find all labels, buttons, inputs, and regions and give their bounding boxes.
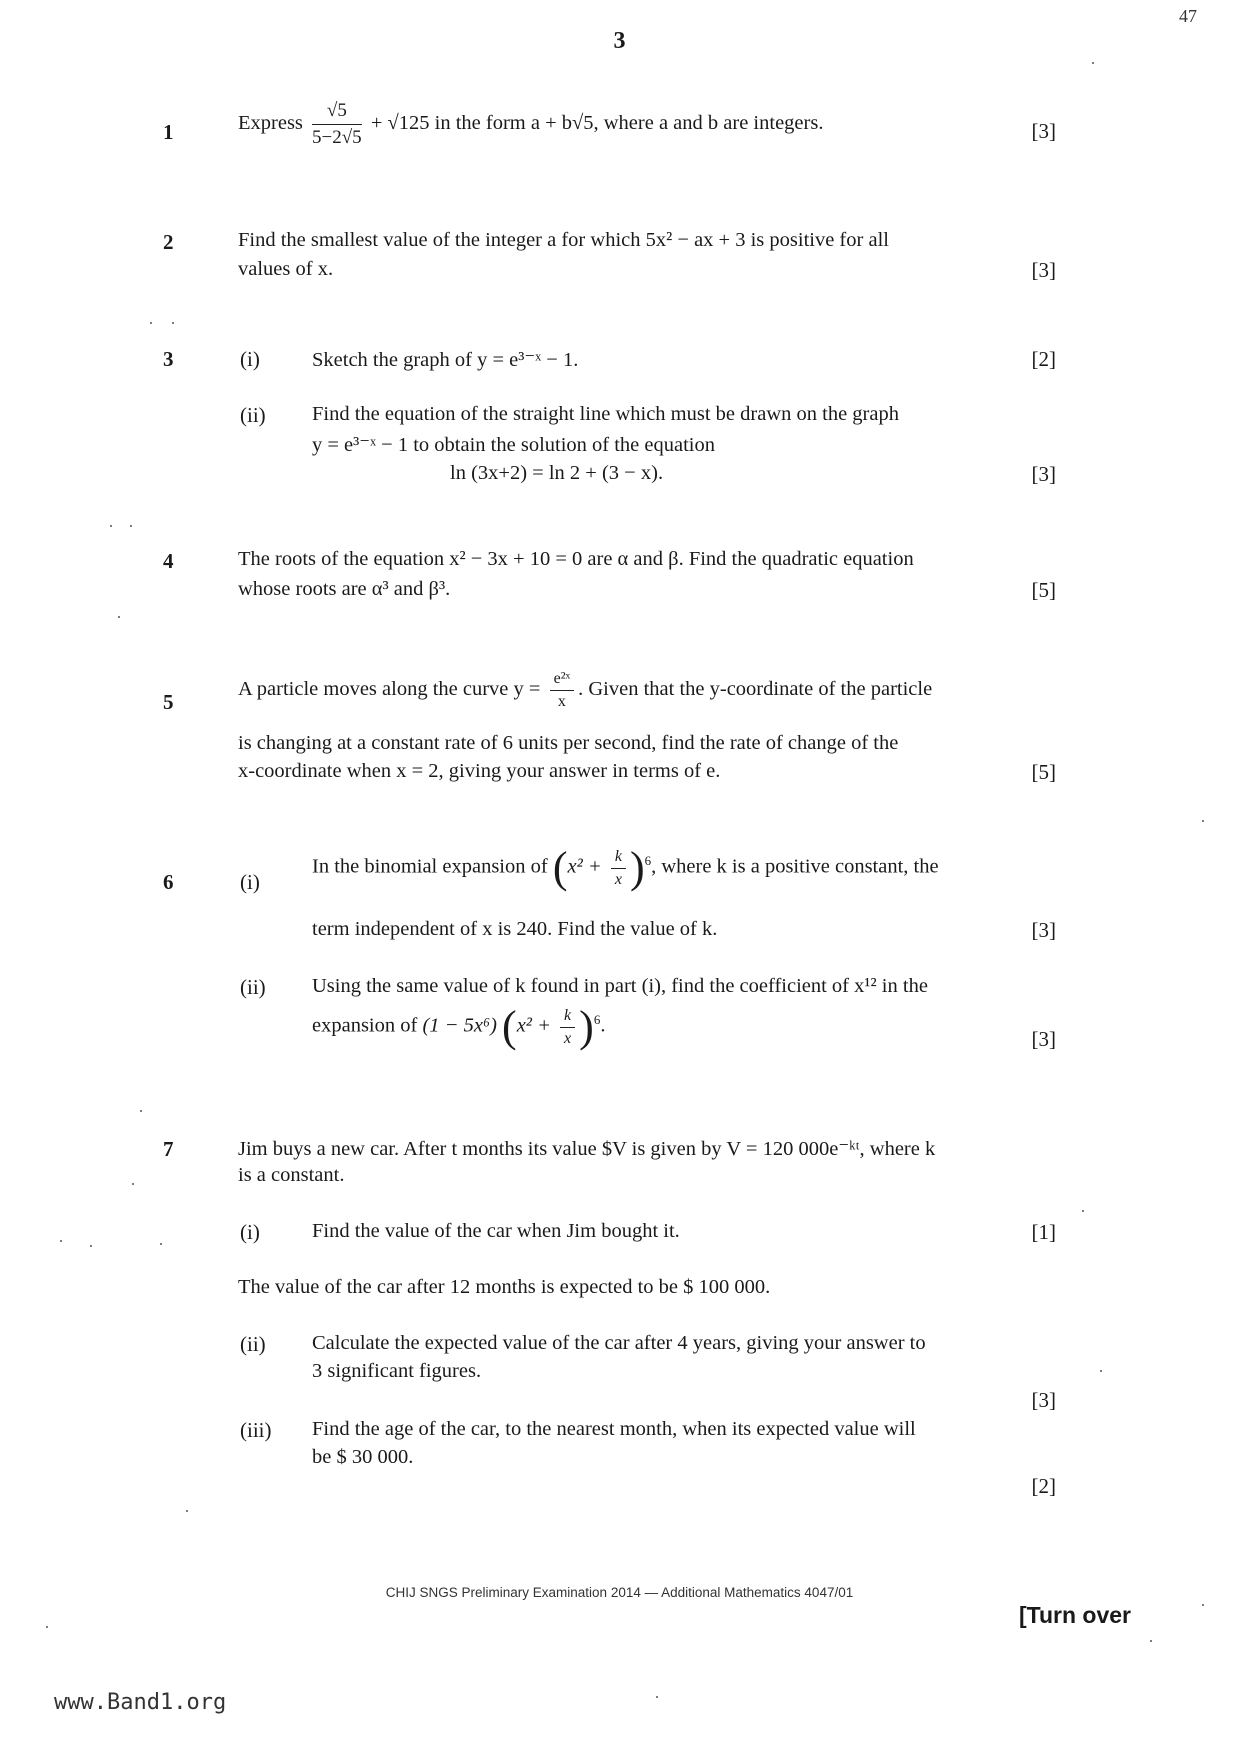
q7-intro2: is a constant. — [238, 1164, 345, 1186]
q3-i-mark: [2] — [1031, 347, 1056, 371]
q1-plus: + √125 — [370, 112, 430, 135]
scan-speck — [140, 1110, 142, 1112]
scan-speck — [130, 525, 132, 527]
q7-mid-text: The value of the car after 12 months is expected to be $ 100 000. — [238, 1276, 771, 1298]
q6-i-mark: [3] — [1031, 918, 1056, 942]
q7-i-mark: [1] — [1031, 1220, 1056, 1244]
q5-line3: x-coordinate when x = 2, giving your answer in terms of e. — [238, 760, 721, 782]
scan-speck — [150, 322, 152, 324]
scan-speck — [46, 1626, 48, 1628]
q5-fraction — [550, 670, 575, 711]
turn-over-label: [Turn over — [1018, 1602, 1131, 1628]
q4-line1: The roots of the equation x² − 3x + 10 = 0 are α and β. Find the quadratic equation — [238, 548, 914, 570]
q7-ii-line2: 3 significant figures. — [312, 1360, 482, 1382]
scan-speck — [656, 1696, 658, 1698]
q1-rest: in the form a + b√5, where a and b are integers. — [429, 112, 824, 135]
q5-number: 5 — [163, 690, 174, 714]
scan-speck — [1202, 1604, 1204, 1606]
q1-mark: [3] — [1031, 119, 1056, 143]
q6-i-line1-a: In the binomial expansion of — [312, 855, 548, 878]
q2-line2: values of x. — [238, 258, 334, 280]
q3-ii-line2: y = e³⁻ˣ − 1 to obtain the solution of the equation — [312, 434, 715, 456]
scan-speck — [118, 616, 120, 618]
q6-ii-label: (ii) — [240, 975, 266, 999]
q7-iii-line1: Find the age of the car, to the nearest month, when its expected value will — [312, 1418, 916, 1440]
q6-ii-expr-fraction — [560, 1007, 575, 1048]
q7-number: 7 — [163, 1137, 174, 1161]
q5-mark: [5] — [1031, 760, 1056, 784]
q6-expr-fraction — [611, 848, 626, 889]
q6-expr-pow: 6 — [644, 852, 652, 868]
q5-frac-num: e²ˣ — [550, 670, 575, 691]
q5-frac-den: x — [557, 693, 566, 710]
scan-speck — [90, 1245, 92, 1247]
q6-ii-line2 — [312, 1002, 606, 1051]
q1-frac-num: √5 — [312, 100, 362, 125]
q2-line1: Find the smallest value of the integer a for which 5x² − ax + 3 is positive for all — [238, 229, 889, 251]
q3-ii-equation: ln (3x+2) = ln 2 + (3 − x). — [450, 462, 664, 484]
left-paren: ( — [552, 843, 568, 892]
q6-expr-x: x — [614, 870, 622, 888]
q1-frac-den: 5−2√5 — [312, 127, 362, 148]
q1-prefix: Express — [238, 112, 303, 135]
q3-i-label: (i) — [240, 347, 260, 371]
q5-line1-b: . Given that the y-coordinate of the particle — [578, 678, 933, 701]
scan-speck — [160, 1243, 162, 1245]
q7-ii-label: (ii) — [240, 1332, 266, 1356]
q7-iii-line2: be $ 30 000. — [312, 1446, 414, 1468]
scan-speck — [132, 1183, 134, 1185]
site-watermark: www.Band1.org — [54, 1690, 227, 1715]
q5-line1-a: A particle moves along the curve y = — [238, 678, 541, 701]
q6-ii-line2-a: expansion of — [312, 1014, 418, 1037]
left-paren-2: ( — [502, 1002, 517, 1051]
scan-speck — [1082, 1210, 1084, 1212]
scan-speck — [1092, 62, 1094, 64]
q6-i-line1 — [312, 843, 939, 892]
q4-line2: whose roots are α³ and β³. — [238, 578, 451, 600]
scan-speck — [110, 525, 112, 527]
q3-ii-line1: Find the equation of the straight line which must be drawn on the graph — [312, 403, 899, 425]
q7-ii-line1: Calculate the expected value of the car after 4 years, giving your answer to — [312, 1332, 926, 1354]
q7-intro1: Jim buys a new car. After t months its value $V is given by V = 120 000e⁻ᵏᵗ, where k — [238, 1138, 936, 1160]
scan-speck — [1100, 1370, 1102, 1372]
q6-ii-mark: [3] — [1031, 1027, 1056, 1051]
page-number: 3 — [613, 28, 626, 54]
q6-ii-factor: (1 − 5x⁶) — [422, 1014, 497, 1037]
q6-ii-expr-x: x — [564, 1029, 572, 1047]
q7-iii-mark: [2] — [1031, 1474, 1056, 1498]
q6-ii-expr-pow: 6 — [593, 1011, 601, 1027]
scan-speck — [172, 322, 174, 324]
q5-line1 — [238, 670, 932, 711]
q2-number: 2 — [163, 230, 174, 254]
q6-ii-expr-k: k — [560, 1007, 575, 1028]
q1-text — [238, 100, 823, 149]
q4-number: 4 — [163, 549, 174, 573]
q7-iii-label: (iii) — [240, 1418, 272, 1442]
scan-speck — [186, 1510, 188, 1512]
scan-speck — [1202, 820, 1204, 822]
scan-speck — [60, 1240, 62, 1242]
q3-ii-mark: [3] — [1031, 462, 1056, 486]
q6-expr-k: k — [611, 848, 626, 869]
scan-speck — [1150, 1640, 1152, 1642]
q6-i-label: (i) — [240, 870, 260, 894]
q1-fraction — [312, 100, 362, 149]
q4-mark: [5] — [1031, 578, 1056, 602]
q6-i-line1-b: , where k is a positive constant, the — [651, 855, 939, 878]
q6-ii-expr-base: x² + — [516, 1014, 557, 1037]
q3-number: 3 — [163, 347, 174, 371]
right-paren-2: ) — [579, 1002, 594, 1051]
q3-ii-label: (ii) — [240, 403, 266, 427]
q5-line2: is changing at a constant rate of 6 units per second, find the rate of change of the — [238, 732, 899, 754]
q6-expr-base: x² + — [567, 855, 607, 878]
q7-ii-mark: [3] — [1031, 1388, 1056, 1412]
q1-number: 1 — [163, 120, 174, 144]
q7-i-text: Find the value of the car when Jim bought it. — [312, 1220, 680, 1242]
q2-mark: [3] — [1031, 258, 1056, 282]
q3-i-text: Sketch the graph of y = e³⁻ˣ − 1. — [312, 349, 579, 371]
q6-i-line2: term independent of x is 240. Find the value of k. — [312, 918, 718, 940]
q6-number: 6 — [163, 870, 174, 894]
q6-ii-line1: Using the same value of k found in part (i), find the coefficient of x¹² in the — [312, 975, 928, 997]
q6-ii-line2-b: . — [600, 1014, 606, 1037]
right-paren: ) — [629, 843, 645, 892]
corner-number: 47 — [1179, 6, 1197, 26]
q7-i-label: (i) — [240, 1220, 260, 1244]
exam-footer: CHIJ SNGS Preliminary Examination 2014 — Additional Mathematics 4047/01 — [385, 1585, 854, 1600]
